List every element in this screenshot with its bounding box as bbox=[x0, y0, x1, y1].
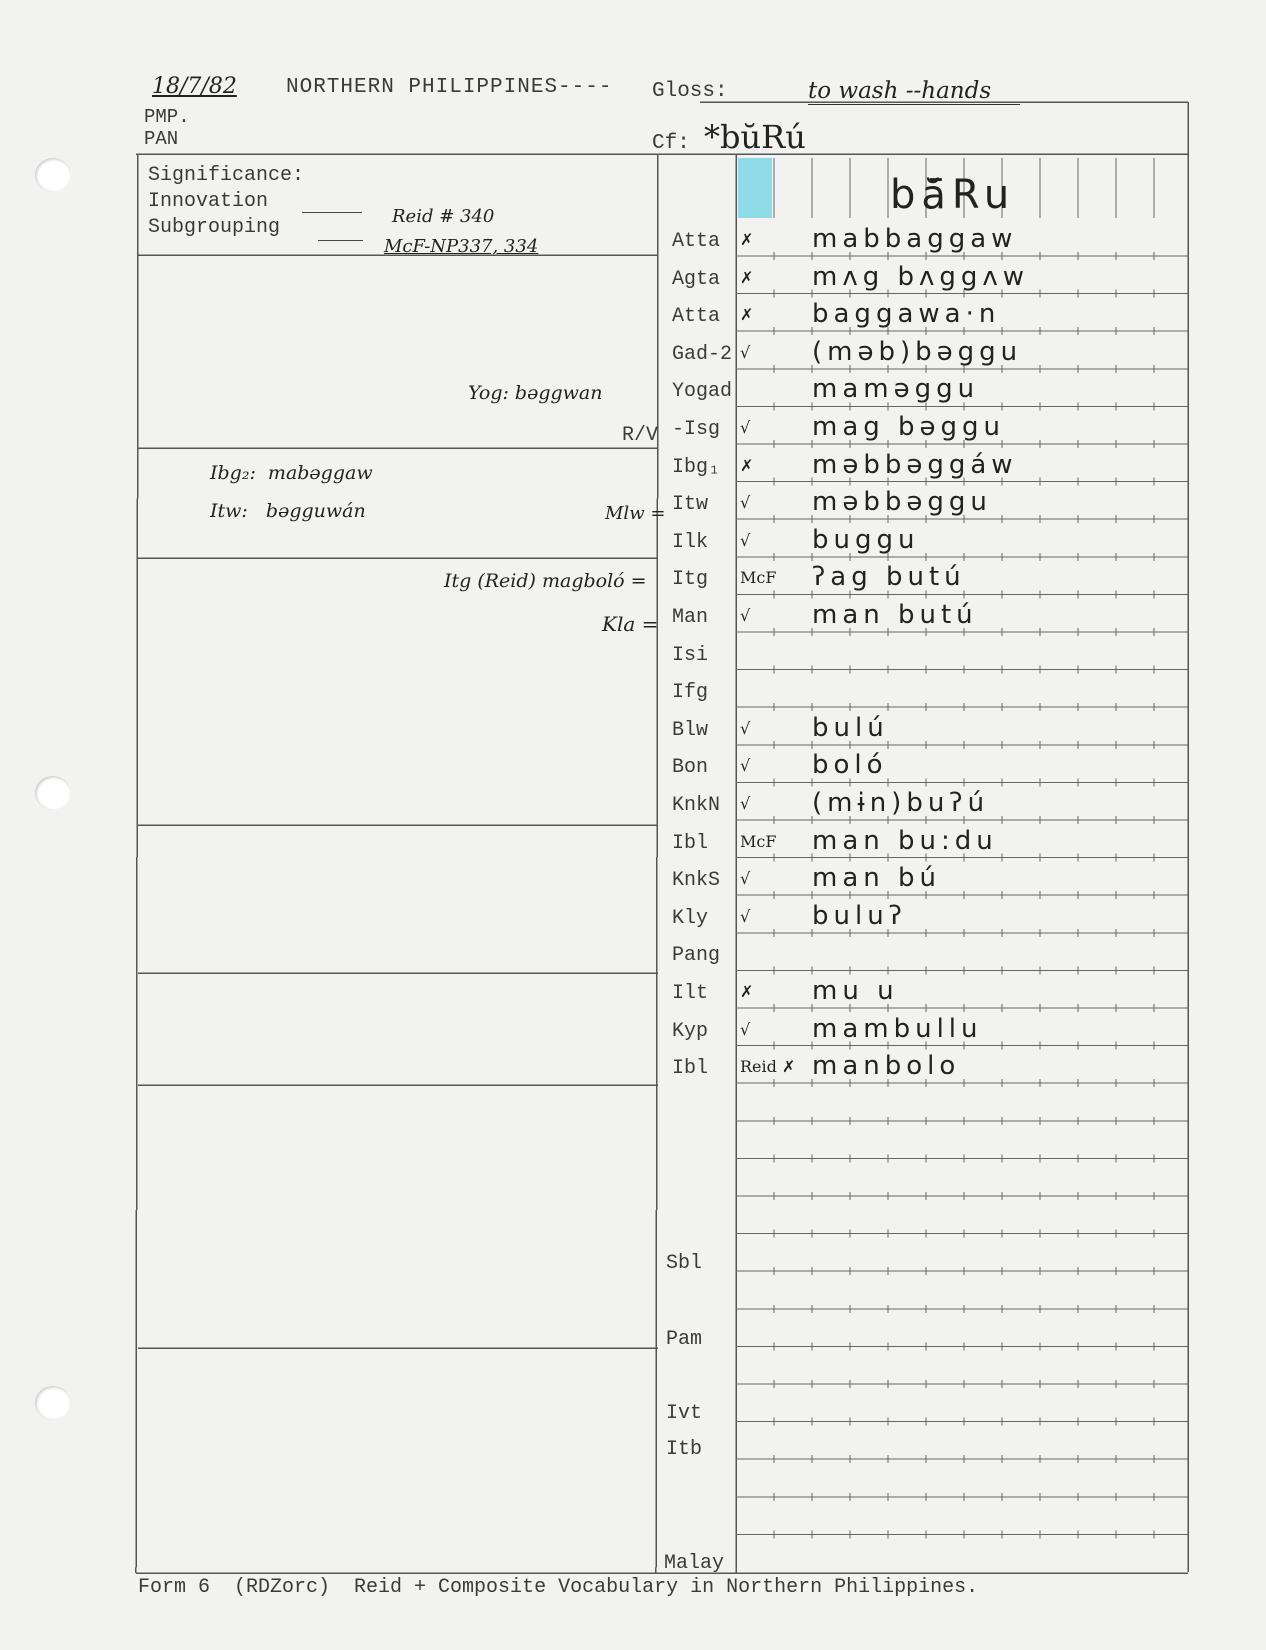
language-name: Ibg₁ bbox=[672, 455, 721, 479]
language-name: Kly bbox=[672, 906, 709, 930]
language-name: Yogad bbox=[672, 380, 733, 404]
language-name: Itg bbox=[672, 568, 709, 592]
word-form: buluʔ bbox=[812, 900, 907, 931]
note-rv: R/V bbox=[622, 424, 659, 447]
language-name: -Isg bbox=[672, 418, 721, 441]
language-name: Kyp bbox=[672, 1019, 709, 1043]
check-mark: √ bbox=[740, 718, 751, 738]
language-name: Atta bbox=[672, 230, 721, 253]
word-form: mambullu bbox=[812, 1013, 983, 1044]
check-mark: √ bbox=[740, 606, 751, 625]
note-ibg2: Ibg₂: mabəggaw bbox=[210, 462, 373, 484]
innovation-label: Innovation bbox=[148, 190, 269, 213]
check-mark: √ bbox=[740, 342, 751, 362]
gloss-label: Gloss: bbox=[652, 80, 728, 103]
language-name: KnkS bbox=[672, 869, 721, 893]
language-name: Ilk bbox=[672, 530, 709, 554]
language-name: Pang bbox=[672, 944, 721, 968]
check-mark: √ bbox=[740, 869, 751, 889]
highlight-cell bbox=[738, 158, 772, 218]
check-mark: McF bbox=[740, 831, 777, 851]
word-form: (mɨn)buʔú bbox=[812, 788, 990, 818]
note-itw: Itw: bəgguwán bbox=[210, 500, 366, 522]
lang-pam: Pam bbox=[666, 1328, 703, 1351]
check-mark: ✗ bbox=[740, 230, 754, 249]
word-form: baggawa·n bbox=[812, 299, 1001, 330]
word-form: mu u bbox=[812, 976, 899, 1006]
check-mark: √ bbox=[740, 493, 751, 513]
language-name: KnkN bbox=[672, 794, 721, 817]
lang-malay: Malay bbox=[664, 1552, 725, 1575]
pan-label: PAN bbox=[144, 128, 179, 150]
language-name: Ibl bbox=[672, 1057, 709, 1081]
word-form: man bú bbox=[812, 863, 941, 894]
lang-ivt: Ivt bbox=[666, 1402, 703, 1425]
language-name: Isi bbox=[672, 643, 709, 667]
check-mark: √ bbox=[740, 756, 751, 776]
word-form: bulú bbox=[812, 712, 889, 743]
reid-reference: Reid # 340 bbox=[392, 206, 495, 227]
language-name: Ibl bbox=[672, 831, 709, 855]
word-form: məbbəggu bbox=[812, 487, 992, 518]
subgrouping-blank bbox=[318, 240, 363, 241]
language-name: Blw bbox=[672, 718, 709, 742]
check-mark: ✗ bbox=[740, 982, 754, 1001]
date: 18/7/82 bbox=[152, 74, 237, 99]
note-yog: Yog: bəggwan bbox=[468, 382, 603, 404]
word-form: man butú bbox=[812, 600, 978, 630]
language-name: Atta bbox=[672, 305, 721, 329]
language-name: Ilt bbox=[672, 982, 709, 1005]
check-mark: √ bbox=[740, 906, 751, 926]
check-mark: McF bbox=[740, 568, 777, 588]
word-form: (məb)bəggu bbox=[812, 336, 1023, 367]
word-form: mabbaggaw bbox=[812, 224, 1018, 254]
note-itg-reid: Itg (Reid) magboló = bbox=[444, 570, 647, 592]
region-title: NORTHERN PHILIPPINES---- bbox=[286, 76, 613, 99]
lang-sbl: Sbl bbox=[666, 1252, 703, 1275]
word-form: mag bəggu bbox=[812, 412, 1006, 442]
word-form: buggu bbox=[812, 524, 920, 555]
check-mark: ✗ bbox=[740, 455, 754, 475]
word-form: maməggu bbox=[812, 374, 980, 405]
note-mlw: Mlw = bbox=[605, 503, 666, 524]
check-mark: √ bbox=[740, 1019, 751, 1039]
language-name: Ifg bbox=[672, 681, 709, 705]
significance-label: Significance: bbox=[148, 164, 305, 187]
check-mark: √ bbox=[740, 418, 751, 437]
note-kla: Kla = bbox=[602, 612, 659, 636]
language-name: Itw bbox=[672, 493, 709, 517]
check-mark: Reid ✗ bbox=[740, 1057, 796, 1077]
language-name: Man bbox=[672, 606, 709, 629]
gloss-value: to wash --hands bbox=[808, 78, 1020, 105]
form-footer: Form 6 (RDZorc) Reid + Composite Vocabulary in Northern Philippines. bbox=[138, 1576, 979, 1599]
word-form: boló bbox=[812, 750, 888, 781]
language-name: Agta bbox=[672, 267, 721, 291]
check-mark: ✗ bbox=[740, 305, 754, 325]
mcf-reference: McF-NP337, 334 bbox=[384, 236, 539, 257]
pmp-label: PMP. bbox=[144, 106, 190, 128]
check-mark: ✗ bbox=[740, 267, 754, 287]
cf-label: Cf: bbox=[652, 132, 690, 155]
word-form: ʔag butú bbox=[812, 562, 966, 593]
word-form: man bu:du bbox=[812, 825, 998, 856]
word-form: mʌg bʌggʌw bbox=[812, 261, 1030, 292]
check-mark: √ bbox=[740, 530, 751, 550]
subgrouping-label: Subgrouping bbox=[148, 216, 281, 239]
lang-itb: Itb bbox=[666, 1438, 703, 1461]
innovation-blank bbox=[302, 212, 362, 213]
reconstruction: bă̄Ru bbox=[890, 172, 1016, 218]
language-name: Gad-2 bbox=[672, 342, 733, 366]
check-mark: √ bbox=[740, 794, 751, 813]
word-form: məbbəggáw bbox=[812, 449, 1018, 480]
cf-value: *bŭRú bbox=[704, 118, 806, 156]
word-form: manbolo bbox=[812, 1051, 961, 1082]
language-name: Bon bbox=[672, 756, 709, 780]
